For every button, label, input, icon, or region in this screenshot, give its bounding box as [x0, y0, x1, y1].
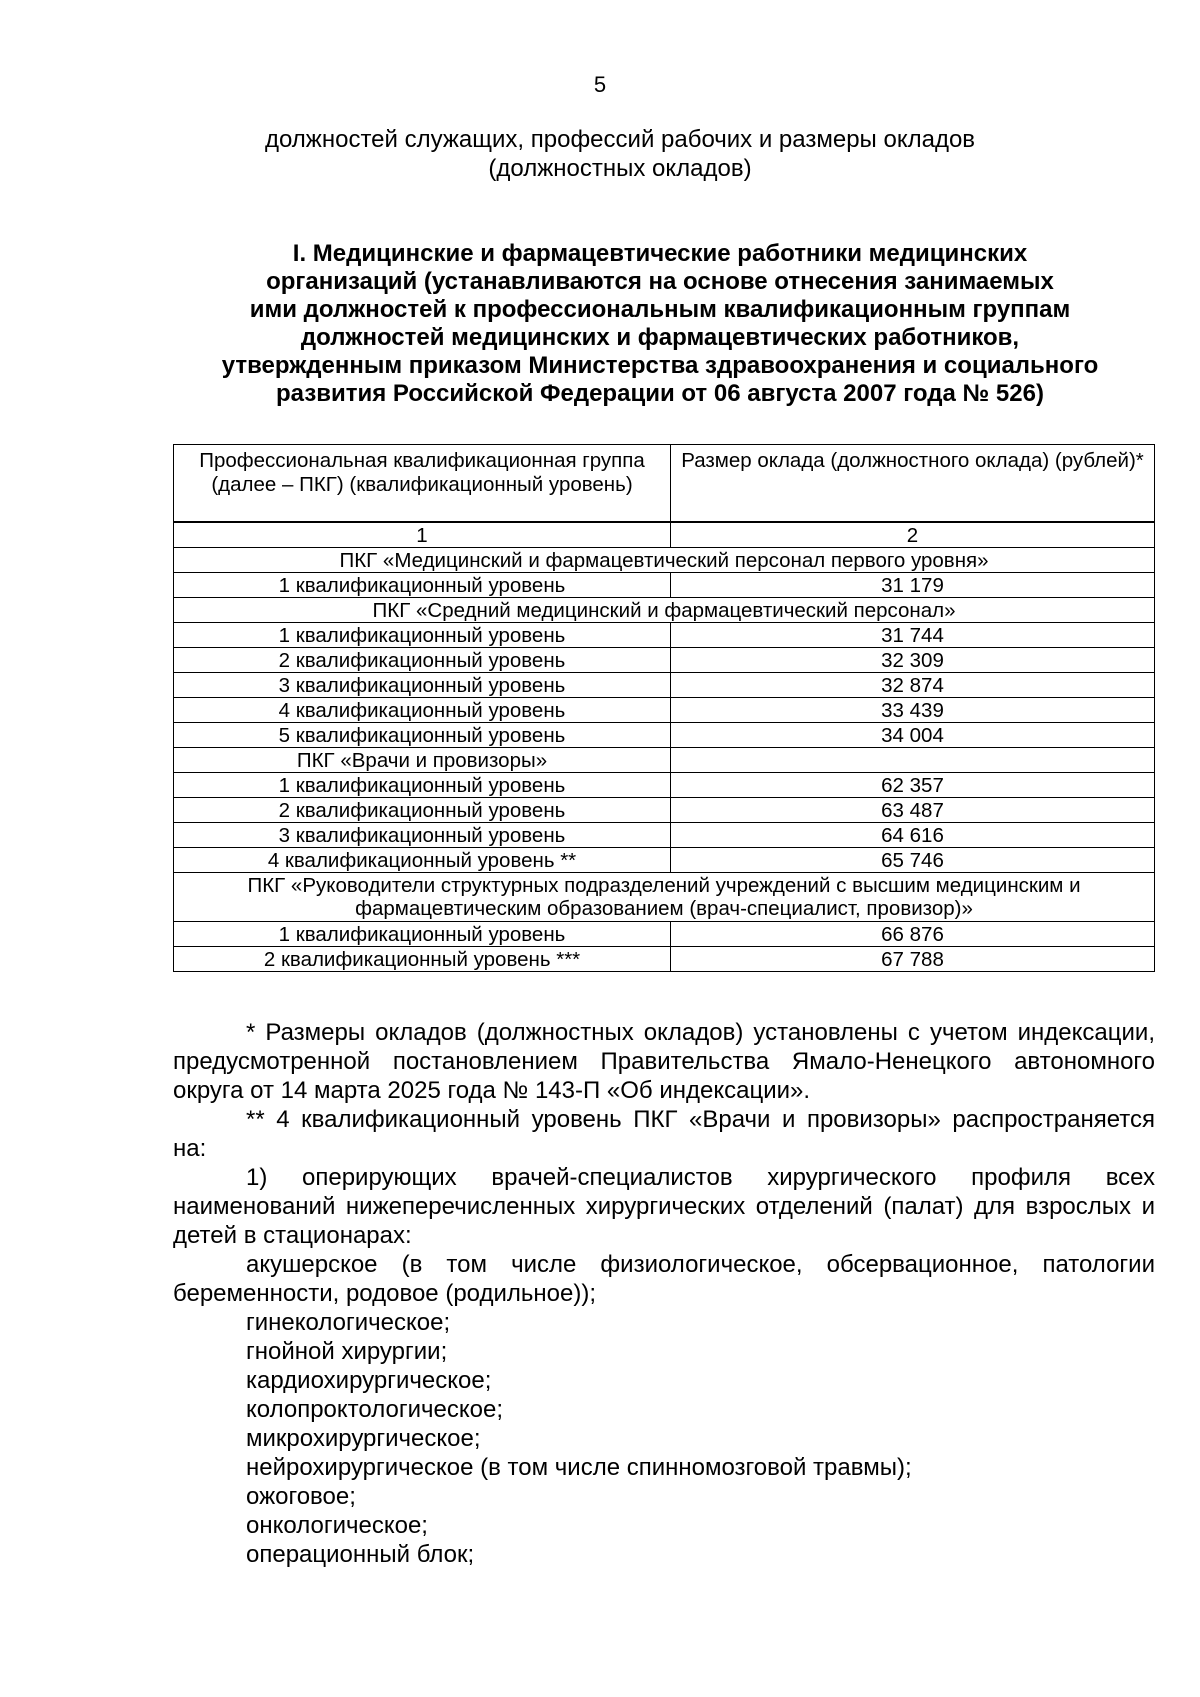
- level-cell: 3 квалификационный уровень: [174, 673, 671, 698]
- salary-cell: 66 876: [671, 922, 1155, 947]
- group-title: ПКГ «Медицинский и фармацевтический персонал первого уровня»: [174, 548, 1155, 573]
- table-header-row: [174, 445, 1155, 522]
- level-cell: 1 квалификационный уровень: [174, 623, 671, 648]
- table-row: [174, 947, 1155, 972]
- footnotes: [173, 1018, 1155, 1569]
- group-title: ПКГ «Руководители структурных подразделений учреждений с высшим медицинским и фармацевтическим образованием (врач-специалист, провизор)»: [174, 873, 1155, 922]
- footnote-item-1: 1) оперирующих врачей-специалистов хирургического профиля всех наименований нижеперечисленных хирургических отделений (палат) для взрослых и детей в стационарах:: [173, 1164, 1155, 1249]
- table-row: [174, 573, 1155, 598]
- intro-line-1: должностей служащих, профессий рабочих и размеры окладов: [264, 126, 976, 153]
- salary-cell: 31 744: [671, 623, 1155, 648]
- group-row: [174, 598, 1155, 623]
- table-row: [174, 648, 1155, 673]
- empty-cell: [671, 748, 1155, 773]
- department-item: кардиохирургическое;: [246, 1367, 492, 1394]
- group-row: [174, 873, 1155, 922]
- department-item: гинекологическое;: [246, 1309, 451, 1336]
- column-number: 1: [174, 523, 671, 548]
- salary-cell: 64 616: [671, 823, 1155, 848]
- group-title: ПКГ «Врачи и провизоры»: [174, 748, 671, 773]
- department-item: нейрохирургическое (в том числе спинномозговой травмы);: [246, 1454, 912, 1481]
- header-salary-cell: Размер оклада (должностного оклада) (рублей)*: [671, 445, 1155, 522]
- page-number: 5: [593, 72, 607, 97]
- level-cell: 1 квалификационный уровень: [174, 573, 671, 598]
- salary-table-header: [173, 444, 1155, 522]
- salary-cell: 33 439: [671, 698, 1155, 723]
- section-title-line: утвержденным приказом Министерства здравоохранения и социального: [221, 352, 1099, 379]
- section-title-line: развития Российской Федерации от 06 августа 2007 года № 526): [276, 380, 1044, 407]
- group-title: ПКГ «Средний медицинский и фармацевтический персонал»: [174, 598, 1155, 623]
- level-cell: 2 квалификационный уровень ***: [174, 947, 671, 972]
- table-row: [174, 922, 1155, 947]
- column-number: 2: [671, 523, 1155, 548]
- table-row: [174, 848, 1155, 873]
- table-row: [174, 623, 1155, 648]
- footnote-indexation: * Размеры окладов (должностных окладов) установлены с учетом индексации, предусмотренной постановлением Правительства Ямало-Ненецкого автономного округа от 14 марта 2025 года № 143-П «Об индексации».: [173, 1019, 1155, 1104]
- level-cell: 1 квалификационный уровень: [174, 773, 671, 798]
- department-item: акушерское (в том числе физиологическое, обсервационное, патологии беременности, родовое (родильное));: [173, 1251, 1155, 1307]
- salary-table: [173, 522, 1155, 972]
- table-row: [174, 698, 1155, 723]
- department-item: ожоговое;: [246, 1483, 356, 1510]
- table-row: [174, 823, 1155, 848]
- salary-cell: 34 004: [671, 723, 1155, 748]
- department-item: онкологическое;: [246, 1512, 428, 1539]
- column-number-row: [174, 523, 1155, 548]
- table-row: [174, 673, 1155, 698]
- section-title-line: должностей медицинских и фармацевтических работников,: [300, 324, 1020, 351]
- section-title-line: ими должностей к профессиональным квалификационным группам: [249, 296, 1071, 323]
- section-title-line: I. Медицинские и фармацевтические работники медицинских: [292, 240, 1028, 267]
- salary-cell: 67 788: [671, 947, 1155, 972]
- department-item: микрохирургическое;: [246, 1425, 481, 1452]
- level-cell: 1 квалификационный уровень: [174, 922, 671, 947]
- level-cell: 3 квалификационный уровень: [174, 823, 671, 848]
- table-row: [174, 773, 1155, 798]
- section-title-line: организаций (устанавливаются на основе отнесения занимаемых: [266, 268, 1054, 295]
- salary-cell: 31 179: [671, 573, 1155, 598]
- level-cell: 4 квалификационный уровень: [174, 698, 671, 723]
- salary-cell: 32 309: [671, 648, 1155, 673]
- section-title: [160, 240, 1160, 408]
- department-item: колопроктологическое;: [246, 1396, 503, 1423]
- document-intro: [240, 125, 1000, 183]
- salary-cell: 65 746: [671, 848, 1155, 873]
- intro-line-2: (должностных окладов): [488, 155, 752, 182]
- footnote-level-4: ** 4 квалификационный уровень ПКГ «Врачи и провизоры» распространяется на:: [173, 1106, 1155, 1162]
- department-item: операционный блок;: [246, 1541, 475, 1568]
- table-row: [174, 723, 1155, 748]
- group-row: [174, 748, 1155, 773]
- table-row: [174, 798, 1155, 823]
- salary-cell: 62 357: [671, 773, 1155, 798]
- salary-cell: 32 874: [671, 673, 1155, 698]
- level-cell: 5 квалификационный уровень: [174, 723, 671, 748]
- level-cell: 4 квалификационный уровень **: [174, 848, 671, 873]
- salary-cell: 63 487: [671, 798, 1155, 823]
- department-item: гнойной хирургии;: [246, 1338, 448, 1365]
- level-cell: 2 квалификационный уровень: [174, 798, 671, 823]
- header-group-cell: Профессиональная квалификационная группа (далее – ПКГ) (квалификационный уровень): [174, 445, 671, 522]
- level-cell: 2 квалификационный уровень: [174, 648, 671, 673]
- group-row: [174, 548, 1155, 573]
